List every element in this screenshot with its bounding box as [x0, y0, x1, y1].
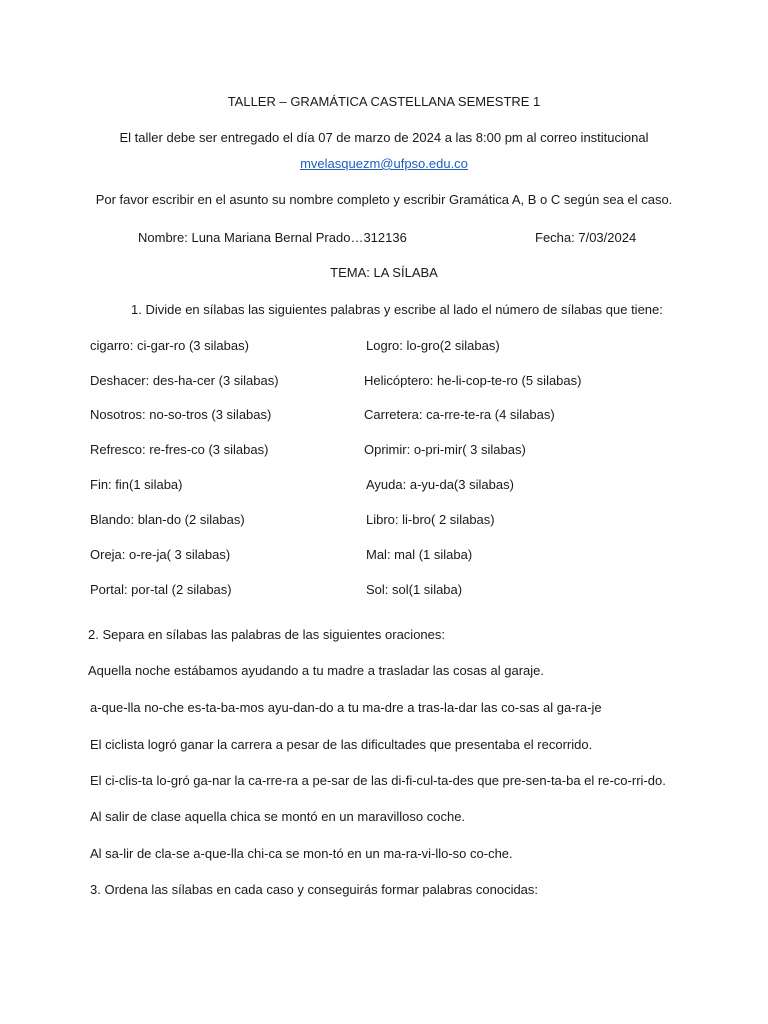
- student-name: Nombre: Luna Mariana Bernal Prado…312136: [138, 230, 407, 245]
- delivery-text: El taller debe ser entregado el día 07 de marzo de 2024 a las 8:00 pm al correo institucional: [119, 130, 649, 145]
- exercise3-instruction: 3. Ordena las sílabas en cada caso y conseguirás formar palabras conocidas:: [90, 882, 539, 897]
- exercise1-instruction: 1. Divide en sílabas las siguientes palabras y escribe al lado el número de sílabas que tiene:: [131, 302, 663, 317]
- syllable-item: Nosotros: no-so-tros (3 silabas): [90, 407, 272, 422]
- syllable-item: Carretera: ca-rre-te-ra (4 silabas): [364, 407, 555, 422]
- sentence-original: El ciclista logró ganar la carrera a pesar de las dificultades que presentaba el recorrido.: [90, 737, 593, 752]
- syllable-item: Oprimir: o-pri-mir( 3 silabas): [364, 442, 526, 457]
- syllable-item: Sol: sol(1 silaba): [366, 582, 463, 597]
- email-wrapper: [0, 156, 768, 171]
- document-title: TALLER – GRAMÁTICA CASTELLANA SEMESTRE 1: [227, 94, 541, 109]
- email-link[interactable]: mvelasquezm@ufpso.edu.co: [300, 156, 468, 171]
- syllable-item: Libro: li-bro( 2 silabas): [366, 512, 495, 527]
- syllable-item: cigarro: ci-gar-ro (3 silabas): [90, 338, 249, 353]
- syllable-item: Oreja: o-re-ja( 3 silabas): [90, 547, 231, 562]
- sentence-syllables: El ci-clis-ta lo-gró ga-nar la ca-rre-ra a pe-sar de las di-fi-cul-ta-des que pre-sen-ta-ba el re-co-rri-do.: [90, 773, 666, 788]
- syllable-item: Logro: lo-gro(2 silabas): [366, 338, 500, 353]
- syllable-item: Portal: por-tal (2 silabas): [90, 582, 232, 597]
- subject-instruction: Por favor escribir en el asunto su nombre completo y escribir Gramática A, B o C según sea el caso.: [95, 192, 673, 207]
- sentence-syllables: a-que-lla no-che es-ta-ba-mos ayu-dan-do a tu ma-dre a tras-la-dar las co-sas al ga-ra-je: [90, 700, 602, 715]
- submission-date: Fecha: 7/03/2024: [535, 230, 637, 245]
- syllable-item: Mal: mal (1 silaba): [366, 547, 473, 562]
- exercise2-instruction: 2. Separa en sílabas las palabras de las siguientes oraciones:: [88, 627, 445, 642]
- syllable-item: Blando: blan-do (2 silabas): [90, 512, 245, 527]
- sentence-original: Aquella noche estábamos ayudando a tu madre a trasladar las cosas al garaje.: [88, 663, 545, 678]
- topic-heading: TEMA: LA SÍLABA: [330, 265, 438, 280]
- syllable-item: Ayuda: a-yu-da(3 silabas): [366, 477, 514, 492]
- syllable-item: Deshacer: des-ha-cer (3 silabas): [90, 373, 279, 388]
- syllable-item: Helicóptero: he-li-cop-te-ro (5 silabas): [364, 373, 582, 388]
- syllable-item: Fin: fin(1 silaba): [90, 477, 183, 492]
- sentence-original: Al salir de clase aquella chica se montó en un maravilloso coche.: [90, 809, 466, 824]
- syllable-item: Refresco: re-fres-co (3 silabas): [90, 442, 269, 457]
- sentence-syllables: Al sa-lir de cla-se a-que-lla chi-ca se mon-tó en un ma-ra-vi-llo-so co-che.: [90, 846, 513, 861]
